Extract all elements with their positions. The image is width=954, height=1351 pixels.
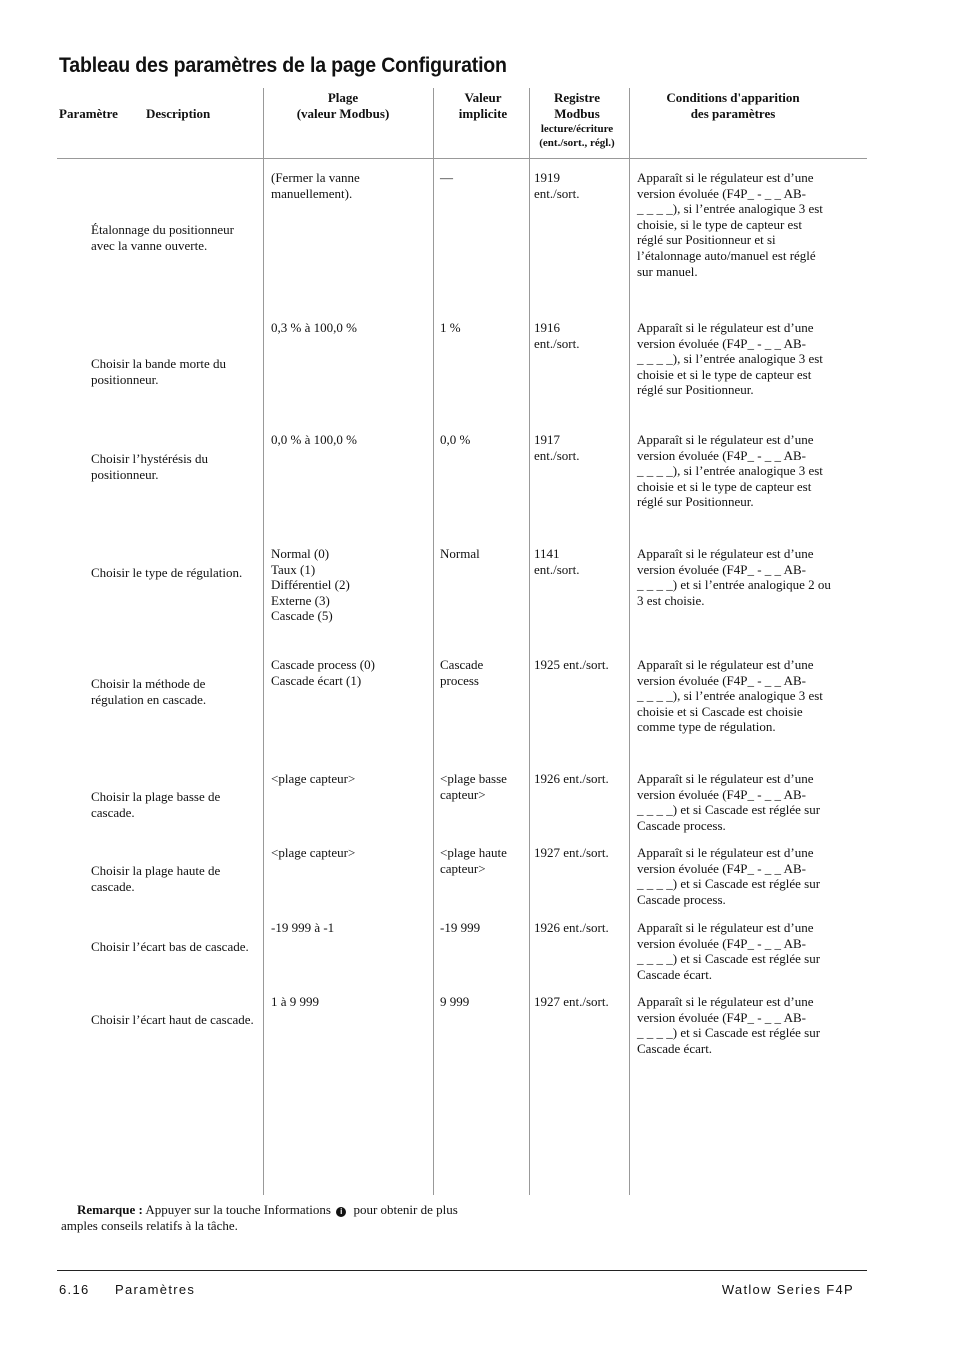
page-title: Tableau des paramètres de la page Configuration xyxy=(59,54,507,77)
footer-rule xyxy=(57,1270,867,1271)
row-default: 1 % xyxy=(440,320,461,335)
header-plage: Plage (valeur Modbus) xyxy=(296,90,390,121)
row-default: 9 999 xyxy=(440,994,470,1009)
row-range: <plage capteur> xyxy=(271,845,356,860)
row-description: Choisir l’écart bas de cascade. xyxy=(91,939,249,954)
row-conditions: Apparaît si le régulateur est d’une version évoluée (F4P_ - _ _ AB- _ _ _ _), si l’entrée analogique 3 est choisie et si le type de capteur est réglé sur Positionneur. xyxy=(637,432,823,510)
row-register: 1927 ent./sort. xyxy=(534,845,609,860)
row-description: Choisir la méthode de régulation en cascade. xyxy=(91,676,207,707)
remark-note xyxy=(61,1202,461,1233)
row-range: 1 à 9 999 xyxy=(271,994,320,1009)
column-divider xyxy=(433,88,434,1195)
column-divider xyxy=(529,88,530,1195)
row-description: Choisir la bande morte du positionneur. xyxy=(91,356,227,387)
row-register: 1141 ent./sort. xyxy=(534,546,580,577)
row-register: 1925 ent./sort. xyxy=(534,657,609,672)
header-parametre: Paramètre xyxy=(59,106,118,121)
header-registre: Registre Modbus xyxy=(554,90,600,121)
row-range: 0,3 % à 100,0 % xyxy=(271,320,357,335)
row-register: 1917 ent./sort. xyxy=(534,432,580,463)
row-conditions: Apparaît si le régulateur est d’une version évoluée (F4P_ - _ _ AB- _ _ _ _), si l’entrée analogique 3 est choisie, si le type de capteur est réglé sur Positionneur et si l’étalonnage auto/manuel est réglé sur manuel. xyxy=(637,170,823,279)
row-description: Choisir la plage basse de cascade. xyxy=(91,789,221,820)
row-range: (Fermer la vanne manuellement). xyxy=(271,170,360,201)
row-conditions: Apparaît si le régulateur est d’une version évoluée (F4P_ - _ _ AB- _ _ _ _) et si Cascade est réglée sur Cascade process. xyxy=(637,845,821,907)
row-description: Choisir la plage haute de cascade. xyxy=(91,863,221,894)
row-register: 1927 ent./sort. xyxy=(534,994,609,1009)
header-registre-sub: lecture/écriture (ent./sort., régl.) xyxy=(539,123,615,149)
row-description: Choisir le type de régulation. xyxy=(91,565,243,580)
remark-label: Remarque : xyxy=(77,1202,143,1217)
remark-text-before: Appuyer sur la touche Informations xyxy=(145,1202,331,1217)
footer-product: Watlow Series F4P xyxy=(721,1282,854,1297)
row-description: Étalonnage du positionneur avec la vanne ouverte. xyxy=(91,222,234,253)
row-default: Cascade process xyxy=(440,657,484,688)
row-register: 1926 ent./sort. xyxy=(534,771,609,786)
row-register: 1926 ent./sort. xyxy=(534,920,609,935)
row-default: <plage haute capteur> xyxy=(440,845,507,876)
row-range: <plage capteur> xyxy=(271,771,356,786)
row-conditions: Apparaît si le régulateur est d’une version évoluée (F4P_ - _ _ AB- _ _ _ _) et si Cascade est réglée sur Cascade écart. xyxy=(637,994,821,1056)
row-description: Choisir l’hystérésis du positionneur. xyxy=(91,451,208,482)
header-description: Description xyxy=(146,106,211,121)
row-register: 1919 ent./sort. xyxy=(534,170,580,201)
header-rule xyxy=(57,158,867,159)
row-conditions: Apparaît si le régulateur est d’une version évoluée (F4P_ - _ _ AB- _ _ _ _) et si Cascade est réglée sur Cascade process. xyxy=(637,771,821,833)
row-register: 1916 ent./sort. xyxy=(534,320,580,351)
column-divider xyxy=(263,88,264,1195)
row-conditions: Apparaît si le régulateur est d’une version évoluée (F4P_ - _ _ AB- _ _ _ _), si l’entrée analogique 3 est choisie et si Cascade est choisie comme type de régulation. xyxy=(637,657,823,735)
row-range: Normal (0) Taux (1) Différentiel (2) Externe (3) Cascade (5) xyxy=(271,546,350,624)
row-description: Choisir l’écart haut de cascade. xyxy=(91,1012,254,1027)
header-valeur: Valeur implicite xyxy=(458,90,508,121)
row-default: Normal xyxy=(440,546,480,561)
row-conditions: Apparaît si le régulateur est d’une version évoluée (F4P_ - _ _ AB- _ _ _ _) et si Cascade est réglée sur Cascade écart. xyxy=(637,920,821,982)
row-default: 0,0 % xyxy=(440,432,471,447)
footer-page-number: 6.16 xyxy=(59,1282,90,1297)
column-divider xyxy=(629,88,630,1195)
footer-section: Paramètres xyxy=(115,1282,196,1297)
row-default: — xyxy=(440,170,453,185)
info-icon: i xyxy=(336,1207,346,1217)
row-default: <plage basse capteur> xyxy=(440,771,507,802)
row-default: -19 999 xyxy=(440,920,481,935)
remark-text-after: pour obtenir de plus amples conseils relatifs à la tâche. xyxy=(61,1202,458,1233)
row-conditions: Apparaît si le régulateur est d’une version évoluée (F4P_ - _ _ AB- _ _ _ _) et si l’entrée analogique 2 ou 3 est choisie. xyxy=(637,546,831,608)
row-range: 0,0 % à 100,0 % xyxy=(271,432,357,447)
row-range: Cascade process (0) Cascade écart (1) xyxy=(271,657,375,688)
header-conditions: Conditions d'apparition des paramètres xyxy=(666,90,800,121)
row-range: -19 999 à -1 xyxy=(271,920,335,935)
row-conditions: Apparaît si le régulateur est d’une version évoluée (F4P_ - _ _ AB- _ _ _ _), si l’entrée analogique 3 est choisie et si le type de capteur est réglé sur Positionneur. xyxy=(637,320,823,398)
